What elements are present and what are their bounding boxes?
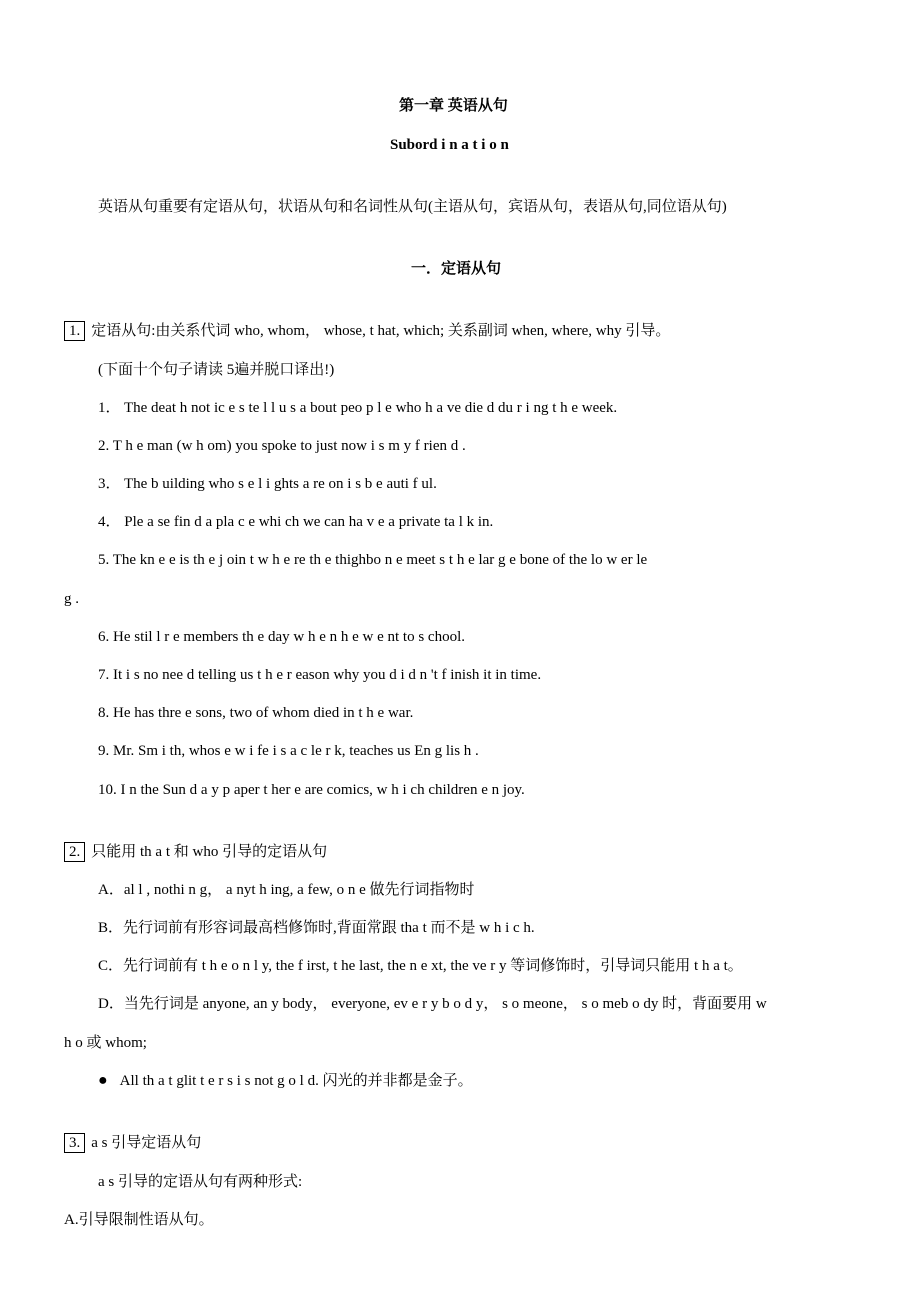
example-sentence: 3． The b uilding who s e l i ghts a re on i s b e auti f ul. — [98, 476, 437, 492]
intro-paragraph: 英语从句重要有定语从句，状语从句和名词性从句(主语从句，宾语从句，表语从句,同位语从句) — [98, 199, 727, 215]
rule-point-continuation: h o 或 whom; — [64, 1035, 147, 1051]
item-1-text: 定语从句:由关系代词 who, whom， whose, t hat, which; 关系副词 when, where, why 引导。 — [91, 323, 671, 339]
item-number-box: 1. — [64, 321, 85, 341]
item-1-heading — [64, 321, 670, 341]
rule-point: D．当先行词是 anyone, an y body， everyone, ev e r y b o d y， s o meone， s o meb o dy 时，背面要用 w — [98, 996, 767, 1012]
rule-point: C．先行词前有 t h e o n l y, the f irst, t he last, the n e xt, the ve r y 等词修饰时，引导词只能用 t h a t。 — [98, 958, 743, 974]
chapter-title: 第一章 英语从句 — [399, 98, 508, 114]
section-title: 一．定语从句 — [411, 261, 502, 277]
example-sentence: 7. It i s no nee d telling us t h e r eason why you d i d n 't f inish it in time. — [98, 667, 542, 683]
example-sentence: 10. I n the Sun d a y p aper t her e are comics, w h i ch children e n joy. — [98, 782, 525, 798]
item-number-box: 2. — [64, 842, 85, 862]
example-sentence: 9. Mr. Sm i th, whos e w i fe i s a c le r k, teaches us En g lis h . — [98, 743, 479, 759]
example-sentence: 6. He stil l r e members th e day w h e n h e w e nt to s chool. — [98, 629, 466, 645]
bullet-example — [98, 1071, 473, 1091]
item-3-line: A.引导限制性语从句。 — [64, 1212, 214, 1228]
item-number-box: 3. — [64, 1133, 85, 1153]
example-sentence: 4． Ple a se fin d a pla c e whi ch we can ha v e a private ta l k in. — [98, 514, 494, 530]
item-3-heading — [64, 1133, 201, 1153]
item-1-note: (下面十个句子请读 5遍并脱口译出!) — [98, 362, 335, 378]
rule-point: B．先行词前有形容词最高档修饰时,背面常跟 tha t 而不是 w h i c h. — [98, 920, 535, 936]
example-sentence-continuation: g . — [64, 591, 79, 607]
item-3-title: a s 引导定语从句 — [91, 1135, 202, 1151]
example-sentence: 2. T h e man (w h om) you spoke to just now i s m y f rien d . — [98, 438, 466, 454]
example-sentence: 5. The kn e e is th e j oin t w h e re th e thighbo n e meet s t h e lar g e bone of the lo w er le — [98, 552, 648, 568]
example-sentence: 1． The deat h not ic e s te l l u s a bout peo p l e who h a ve die d du r i ng t h e week. — [98, 400, 618, 416]
item-3-line: a s 引导的定语从句有两种形式: — [98, 1174, 303, 1190]
item-2-heading — [64, 842, 327, 862]
chapter-subtitle: Subord i n a t i o n — [390, 137, 509, 153]
rule-point: A．al l , nothi n g， a nyt h ing, a few, o n e 做先行词指物时 — [98, 882, 475, 898]
item-2-title: 只能用 th a t 和 who 引导的定语从句 — [91, 844, 328, 860]
example-sentence: 8. He has thre e sons, two of whom died in t h e war. — [98, 705, 414, 721]
bullet-icon: ● — [98, 1072, 108, 1089]
bullet-example-text: All th a t glit t e r s i s not g o l d. 闪光的并非都是金子。 — [119, 1073, 473, 1089]
